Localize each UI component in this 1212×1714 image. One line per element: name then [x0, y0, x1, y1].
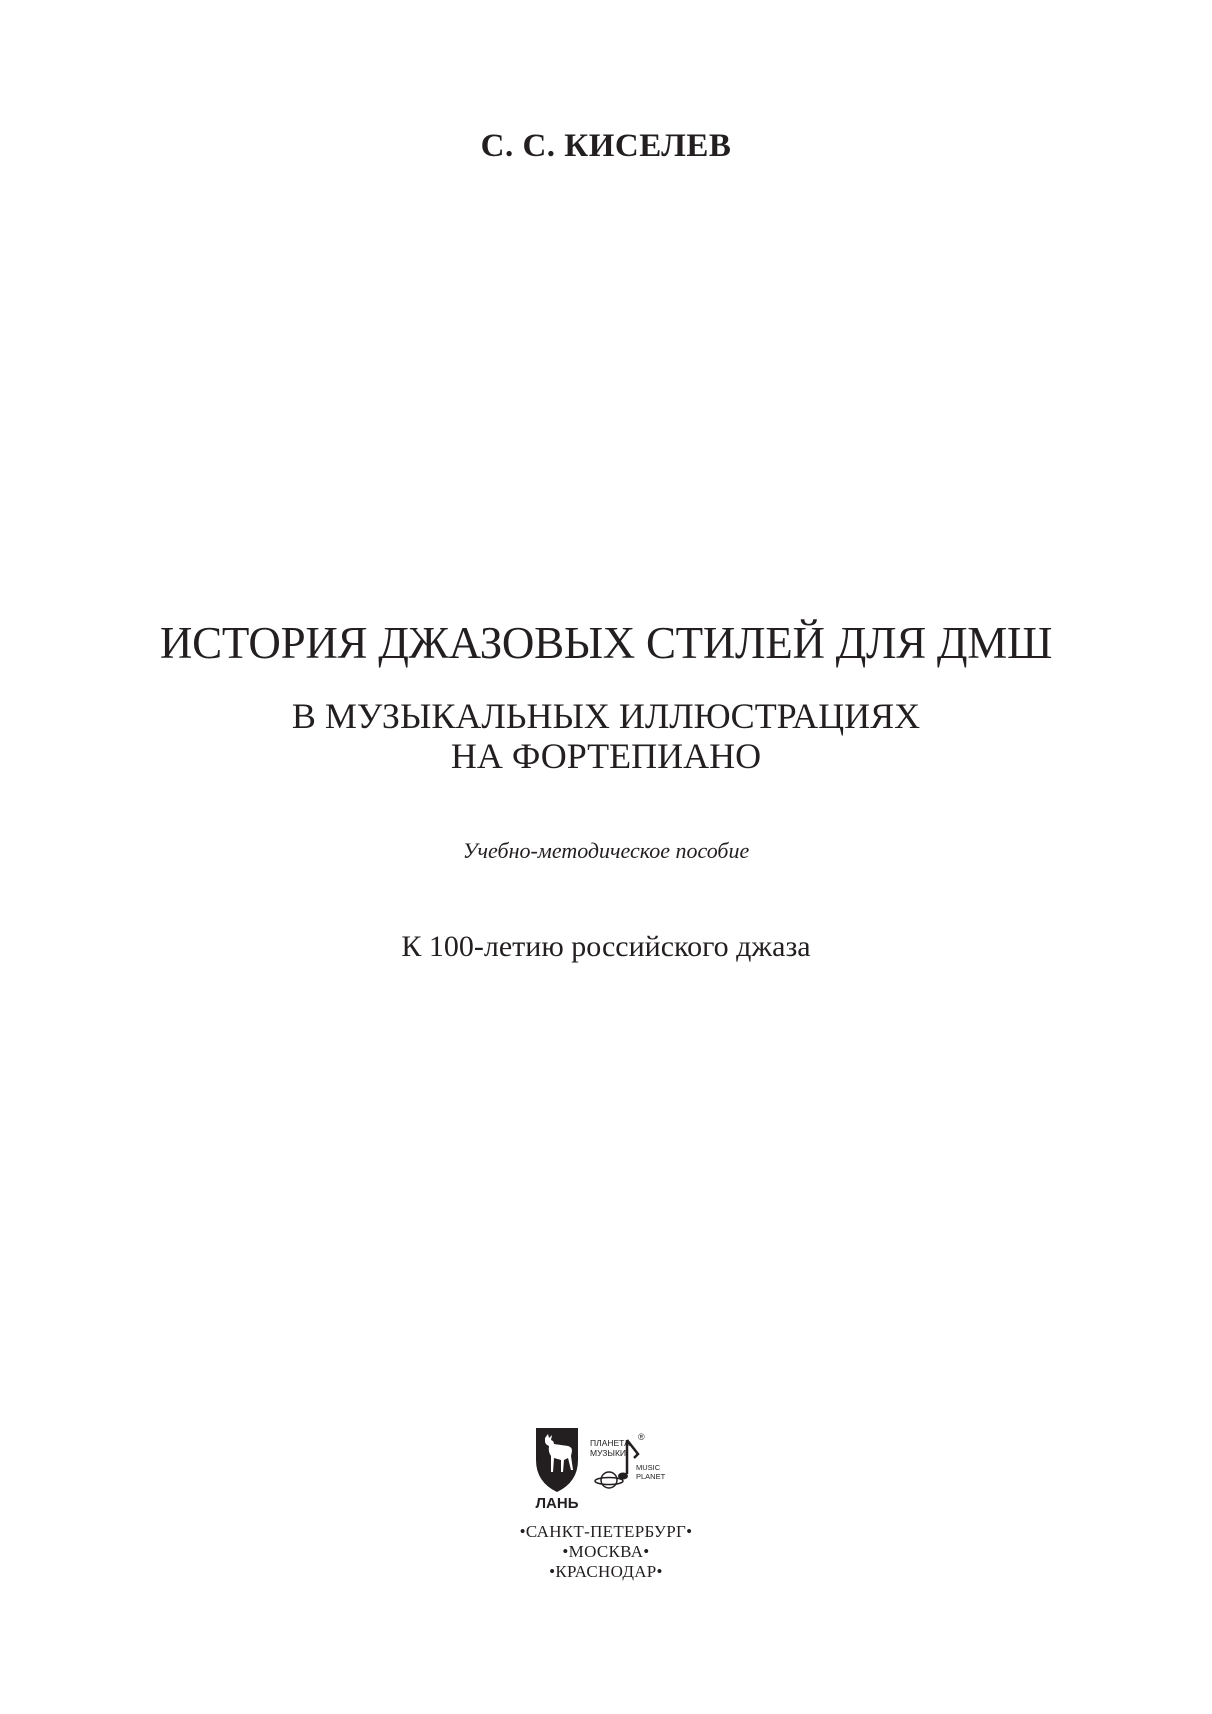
book-genre: Учебно-методическое пособие [462, 838, 750, 863]
publisher-logo-svg [528, 1426, 688, 1520]
planet-text-line: МУЗЫКИ [590, 1448, 627, 1458]
music-planet-line: MUSIC [636, 1463, 661, 1472]
publisher-cities [0, 1522, 1212, 1582]
planeta-muzyki-logo-icon [590, 1432, 666, 1488]
publisher-logos [528, 1426, 688, 1520]
lan-logo-text: ЛАНЬ [535, 1495, 579, 1512]
lan-deer-logo-icon [536, 1428, 579, 1512]
city-line: •КРАСНОДАР• [549, 1562, 663, 1581]
city-line: •САНКТ-ПЕТЕРБУРГ• [519, 1522, 693, 1541]
planet-text-line: ПЛАНЕТА [590, 1438, 630, 1448]
registered-mark: ® [638, 1432, 645, 1442]
city-line: •МОСКВА• [562, 1542, 650, 1561]
book-title: ИСТОРИЯ ДЖАЗОВЫХ СТИЛЕЙ ДЛЯ ДМШ [159, 618, 1053, 668]
music-planet-line: PLANET [636, 1472, 666, 1481]
author-name: С. С. КИСЕЛЕВ [480, 128, 732, 164]
book-subtitle [0, 696, 1212, 776]
subtitle-line: В МУЗЫКАЛЬНЫХ ИЛЛЮСТРАЦИЯХ [291, 696, 921, 736]
dedication: К 100-летию российского джаза [401, 930, 811, 963]
subtitle-line: НА ФОРТЕПИАНО [450, 736, 762, 776]
